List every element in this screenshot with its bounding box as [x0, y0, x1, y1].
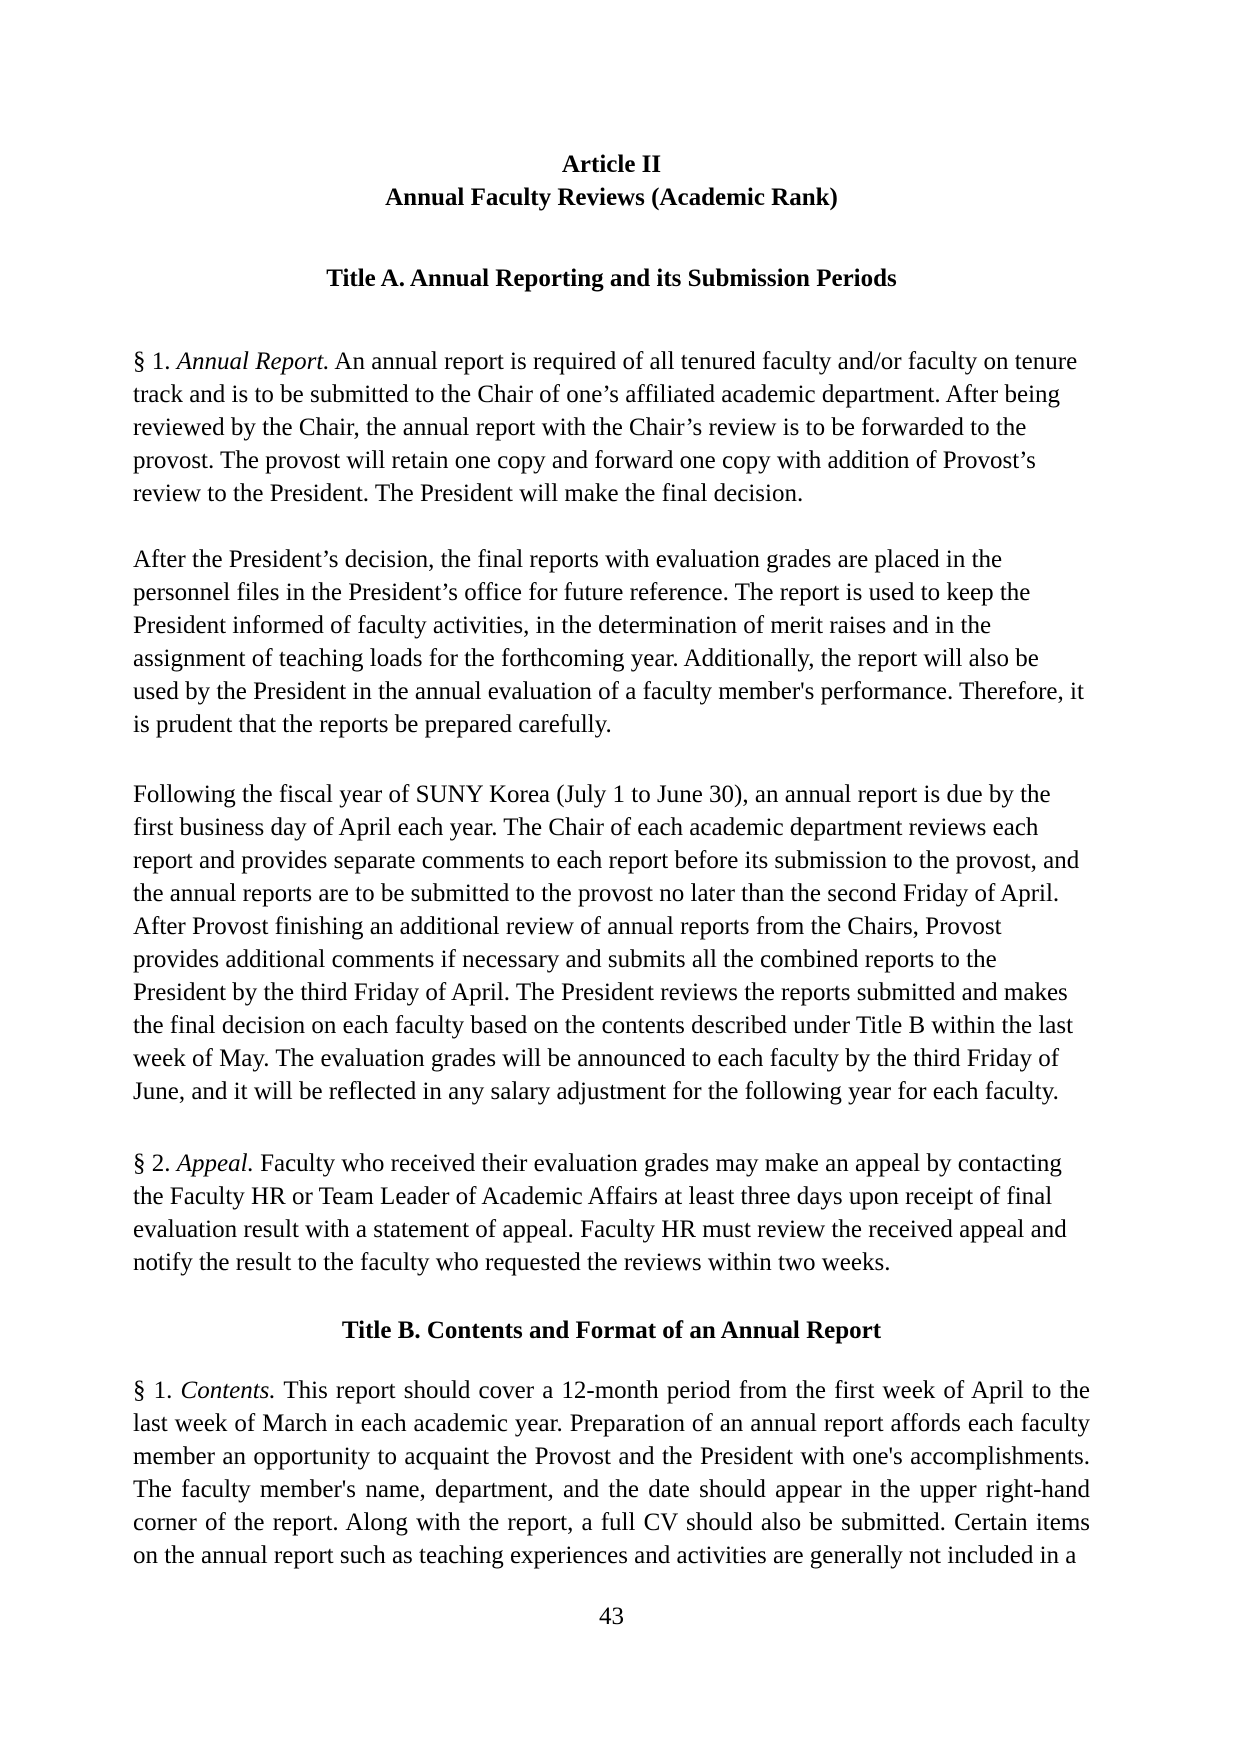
- title-a-section-1-paragraph: [133, 345, 1090, 510]
- article-title-line-2: Annual Faculty Reviews (Academic Rank): [385, 184, 838, 211]
- paragraph-presidents-decision: After the President’s decision, the final reports with evaluation grades are placed in the personnel files in the President’s office for future reference. The report is used to keep the President informed of faculty activities, in the determination of merit raises and in the assignment of teaching loads for the forthcoming year. Additionally, the report will also be used by the President in the annual evaluation of a faculty member's performance. Therefore, it is prudent that the reports be prepared carefully.: [133, 546, 1084, 738]
- page-number: 43: [599, 1603, 624, 1630]
- title-a-heading: Title A. Annual Reporting and its Submission Periods: [326, 265, 897, 292]
- article-title-line-1: Article II: [561, 151, 662, 178]
- section-1-text: An annual report is required of all tenured faculty and/or faculty on tenure track and is to be submitted to the Chair of one’s affiliated academic department. After being reviewed by the Chair, the annual report with the Chair’s review is to be forwarded to the provost. The provost will retain one copy and forward one copy with addition of Provost’s review to the President. The President will make the final decision.: [133, 348, 1078, 507]
- section-1-number: § 1.: [133, 348, 177, 375]
- section-2-text: Faculty who received their evaluation grades may make an appeal by contacting the Faculty HR or Team Leader of Academic Affairs at least three days upon receipt of final evaluation result with a statement of appeal. Faculty HR must review the received appeal and notify the result to the faculty who requested the reviews within two weeks.: [133, 1150, 1067, 1276]
- article-title: [133, 148, 1090, 214]
- section-2-term: Appeal.: [176, 1150, 254, 1177]
- title-b-section-1-number: § 1.: [133, 1377, 181, 1404]
- title-b-section-1-text: This report should cover a 12-month period from the first week of April to the last week of March in each academic year. Preparation of an annual report affords each faculty member an opportunity to acquaint the Provost and the President with one's accomplishments. The faculty member's name, department, and the date should appear in the upper right-hand corner of the report. Along with the report, a full CV should also be submitted. Certain items on the annual report such as teaching experiences and activities are generally not included in a: [133, 1377, 1091, 1569]
- title-b-heading: Title B. Contents and Format of an Annual Report: [341, 1317, 882, 1344]
- title-b-section-1-paragraph: [133, 1374, 1090, 1572]
- section-2-number: § 2.: [133, 1150, 177, 1177]
- paragraph-fiscal-year: Following the fiscal year of SUNY Korea (July 1 to June 30), an annual report is due by the first business day of April each year. The Chair of each academic department reviews each report and provides separate comments to each report before its submission to the provost, and the annual reports are to be submitted to the provost no later than the second Friday of April. After Provost finishing an additional review of annual reports from the Chairs, Provost provides additional comments if necessary and submits all the combined reports to the President by the third Friday of April. The President reviews the reports submitted and makes the final decision on each faculty based on the contents described under Title B within the last week of May. The evaluation grades will be announced to each faculty by the third Friday of June, and it will be reflected in any salary adjustment for the following year for each faculty.: [133, 781, 1080, 1105]
- title-a-section-2-paragraph: [133, 1147, 1090, 1279]
- section-1-term: Annual Report.: [176, 348, 330, 375]
- title-b-section-1-term: Contents.: [180, 1377, 276, 1404]
